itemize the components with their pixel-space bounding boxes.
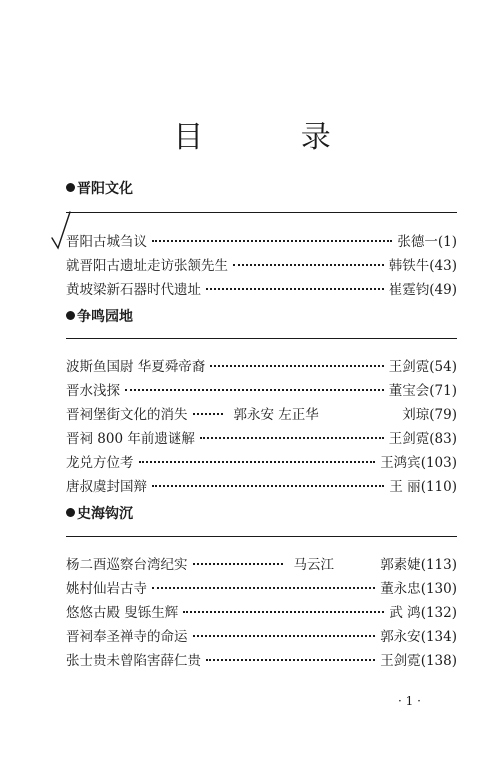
entry-title: 黄坡梁新石器时代遗址 bbox=[66, 282, 201, 298]
entry-page: (1) bbox=[437, 234, 457, 250]
entry-author: 刘琼 bbox=[402, 407, 430, 423]
leader-dots bbox=[152, 485, 384, 487]
entry-author: 郭素婕 bbox=[380, 557, 421, 573]
entry-title: 就晋阳古遗址走访张颔先生 bbox=[66, 258, 228, 274]
entry-title: 龙兑方位考 bbox=[66, 455, 134, 471]
entry-page: (43) bbox=[429, 258, 457, 274]
entry-author: 郭永安 bbox=[380, 629, 421, 645]
toc-entry[interactable] bbox=[66, 601, 457, 623]
entry-page: (83) bbox=[429, 431, 457, 447]
bullet-icon bbox=[66, 508, 75, 517]
section-heading: 史海钩沉 bbox=[66, 503, 133, 523]
entry-author: 韩铁牛 bbox=[388, 258, 430, 274]
entry-title: 晋水浅探 bbox=[66, 383, 120, 399]
entry-title: 晋祠堡街文化的消失 bbox=[66, 407, 188, 423]
bullet-icon bbox=[66, 183, 75, 192]
toc-entry[interactable] bbox=[66, 230, 457, 252]
entry-page: (138) bbox=[420, 653, 457, 669]
leader-dots bbox=[193, 563, 283, 565]
toc-entry[interactable] bbox=[66, 278, 457, 300]
page-title: 目 录 bbox=[173, 120, 375, 155]
entry-coauthors: 马云江 bbox=[293, 557, 334, 573]
leader-dots bbox=[193, 635, 376, 637]
toc-entry[interactable] bbox=[66, 379, 457, 401]
leader-dots bbox=[125, 389, 384, 391]
entry-author: 王剑霓 bbox=[380, 653, 421, 669]
toc-entry[interactable] bbox=[66, 254, 457, 276]
section-divider bbox=[66, 338, 457, 339]
page-number: · 1 · bbox=[398, 694, 421, 708]
entry-page: (54) bbox=[429, 359, 457, 375]
toc-entry[interactable] bbox=[66, 427, 457, 449]
section-heading: 晋阳文化 bbox=[66, 178, 133, 198]
section-divider bbox=[66, 212, 457, 213]
entry-title: 晋祠奉圣禅寺的命运 bbox=[66, 629, 188, 645]
leader-dots bbox=[152, 240, 392, 242]
entry-title: 晋祠 800 年前遗谜解 bbox=[66, 431, 195, 447]
leader-dots bbox=[139, 461, 376, 463]
toc-entry[interactable] bbox=[66, 451, 457, 473]
entry-author: 王鸿宾 bbox=[380, 455, 421, 471]
leader-dots bbox=[233, 264, 384, 266]
entry-title: 唐叔虞封国辩 bbox=[66, 479, 147, 495]
toc-entry[interactable] bbox=[66, 625, 457, 647]
entry-page: (103) bbox=[420, 455, 457, 471]
leader-dots bbox=[206, 288, 384, 290]
leader-dots bbox=[206, 659, 375, 661]
entry-author: 王剑霓 bbox=[388, 359, 430, 375]
entry-title: 姚村仙岩古寺 bbox=[66, 581, 147, 597]
leader-dots bbox=[193, 413, 223, 415]
entry-page: (110) bbox=[420, 479, 457, 495]
entry-page: (49) bbox=[429, 282, 457, 298]
entry-title: 波斯鱼国尉 华夏舜帝裔 bbox=[66, 359, 206, 375]
toc-entry[interactable] bbox=[66, 649, 457, 671]
entry-author: 张德一 bbox=[397, 234, 438, 250]
toc-entry[interactable] bbox=[66, 553, 457, 575]
entry-author: 王 丽 bbox=[389, 479, 421, 495]
entry-author: 武 鸿 bbox=[389, 605, 421, 621]
entry-title: 张士贵未曾陷害薛仁贵 bbox=[66, 653, 201, 669]
entry-author: 崔霆钧 bbox=[388, 282, 430, 298]
entry-author: 董宝会 bbox=[388, 383, 430, 399]
entry-author: 董永忠 bbox=[380, 581, 421, 597]
entry-page: (71) bbox=[429, 383, 457, 399]
entry-page: (113) bbox=[420, 557, 457, 573]
entry-page: (130) bbox=[420, 581, 457, 597]
toc-entry[interactable] bbox=[66, 475, 457, 497]
toc-entry[interactable] bbox=[66, 577, 457, 599]
entry-page: (79) bbox=[429, 407, 457, 423]
entry-title: 悠悠古殿 叟铄生辉 bbox=[66, 605, 179, 621]
toc-entry[interactable] bbox=[66, 355, 457, 377]
entry-author: 王剑霓 bbox=[388, 431, 430, 447]
leader-dots bbox=[152, 587, 375, 589]
leader-dots bbox=[210, 365, 383, 367]
section-divider bbox=[66, 536, 457, 537]
entry-page: (134) bbox=[420, 629, 457, 645]
toc-entry[interactable] bbox=[66, 403, 457, 425]
section-heading: 争鸣园地 bbox=[66, 306, 133, 326]
leader-dots bbox=[200, 437, 384, 439]
entry-coauthors: 郭永安 左正华 bbox=[233, 407, 319, 423]
entry-title: 晋阳古城刍议 bbox=[66, 234, 147, 250]
entry-page: (132) bbox=[420, 605, 457, 621]
entry-title: 杨二酉巡察台湾纪实 bbox=[66, 557, 188, 573]
bullet-icon bbox=[66, 311, 75, 320]
leader-dots bbox=[183, 611, 384, 613]
